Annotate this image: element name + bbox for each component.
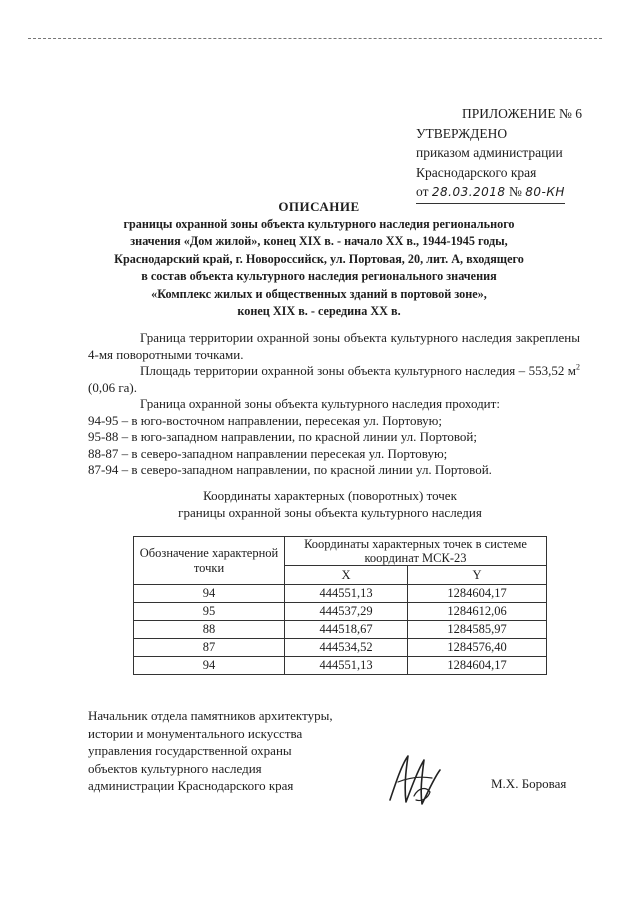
document-title: ОПИСАНИЕ [278, 199, 360, 214]
heading-line: границы охранной зоны объекта культурного наследия регионального [123, 216, 515, 231]
cell-y: 1284576,40 [408, 639, 547, 657]
heading-line: в состав объекта культурного наследия регионального значения [141, 269, 497, 283]
approval-stamp-block [416, 104, 582, 204]
heading-line: «Комплекс жилых и общественных зданий в портовой зоне», [151, 286, 487, 301]
cell-x: 444551,13 [285, 585, 408, 603]
table-row [134, 639, 547, 657]
handwritten-signature [384, 752, 444, 808]
area-unit-exponent: 2 [576, 362, 580, 372]
top-scan-line [28, 38, 602, 39]
signer-line: управления государственной охраны [88, 743, 292, 758]
cell-point: 88 [134, 621, 285, 639]
header-y: Y [408, 566, 547, 585]
header-x: X [285, 566, 408, 585]
cell-point: 87 [134, 639, 285, 657]
area-text: Площадь территории охранной зоны объекта культурного наследия – 553,52 м [140, 363, 576, 378]
heading-line: Краснодарский край, г. Новороссийск, ул. Портовая, 20, лит. А, входящего [114, 251, 524, 266]
cell-point: 94 [134, 585, 285, 603]
number-sign: № [508, 184, 522, 199]
signer-line: администрации Краснодарского края [88, 778, 294, 793]
signer-line: Начальник отдела памятников архитектуры, [88, 708, 333, 723]
appendix-title: ПРИЛОЖЕНИЕ № 6 [462, 106, 583, 121]
heading-line: конец XIX в. - середина XX в. [237, 304, 401, 318]
table-row [134, 603, 547, 621]
date-prefix: от [416, 184, 429, 199]
cell-y: 1284612,06 [408, 603, 547, 621]
boundary-segment: 88-87 – в северо-западном направлении пересекая ул. Портовую; [88, 445, 448, 461]
cell-x: 444518,67 [285, 621, 408, 639]
table-row [134, 621, 547, 639]
description-body [88, 330, 580, 479]
area-tail: (0,06 га). [88, 379, 138, 395]
signer-line: истории и монументального искусства [88, 725, 303, 741]
area-paragraph [88, 363, 580, 396]
cell-y: 1284604,17 [408, 585, 547, 603]
boundary-segment: 94-95 – в юго-восточном направлении, пересекая ул. Портовую; [88, 412, 442, 428]
cell-x: 444551,13 [285, 657, 408, 675]
cell-x: 444537,29 [285, 603, 408, 621]
signer-line: объектов культурного наследия [88, 760, 262, 776]
header-coordinates: Координаты характерных точек в системе координат МСК-23 [285, 537, 547, 566]
signer-name: М.Х. Боровая [491, 776, 567, 791]
coordinates-table [133, 536, 547, 675]
boundary-intro: Граница охранной зоны объекта культурного наследия проходит: [140, 396, 500, 411]
header-point-designation: Обозначение характерной точки [134, 537, 285, 585]
table-caption-line: границы охранной зоны объекта культурного наследия [178, 505, 482, 520]
order-date: 28.03.2018 [431, 185, 506, 199]
points-paragraph: Граница территории охранной зоны объекта культурного наследия закреплены 4-мя поворотными точками. [88, 330, 580, 362]
cell-x: 444534,52 [285, 639, 408, 657]
table-caption [130, 487, 530, 521]
document-heading [104, 198, 534, 321]
cell-y: 1284604,17 [408, 657, 547, 675]
approved-by-order: приказом администрации [416, 145, 563, 160]
table-row [134, 585, 547, 603]
heading-line: значения «Дом жилой», конец XIX в. - начало XX в., 1944-1945 годы, [130, 234, 508, 248]
signer-position [88, 707, 333, 795]
table-caption-line: Координаты характерных (поворотных) точек [203, 488, 457, 503]
approved-label: УТВЕРЖДЕНО [416, 125, 508, 141]
order-number: 80-КН [525, 185, 565, 199]
cell-y: 1284585,97 [408, 621, 547, 639]
table-row [134, 657, 547, 675]
cell-point: 94 [134, 657, 285, 675]
boundary-segment: 95-88 – в юго-западном направлении, по красной линии ул. Портовой; [88, 429, 477, 444]
cell-point: 95 [134, 603, 285, 621]
boundary-segment: 87-94 – в северо-западном направлении, по красной линии ул. Портовой. [88, 462, 492, 477]
approved-region: Краснодарского края [416, 164, 537, 180]
